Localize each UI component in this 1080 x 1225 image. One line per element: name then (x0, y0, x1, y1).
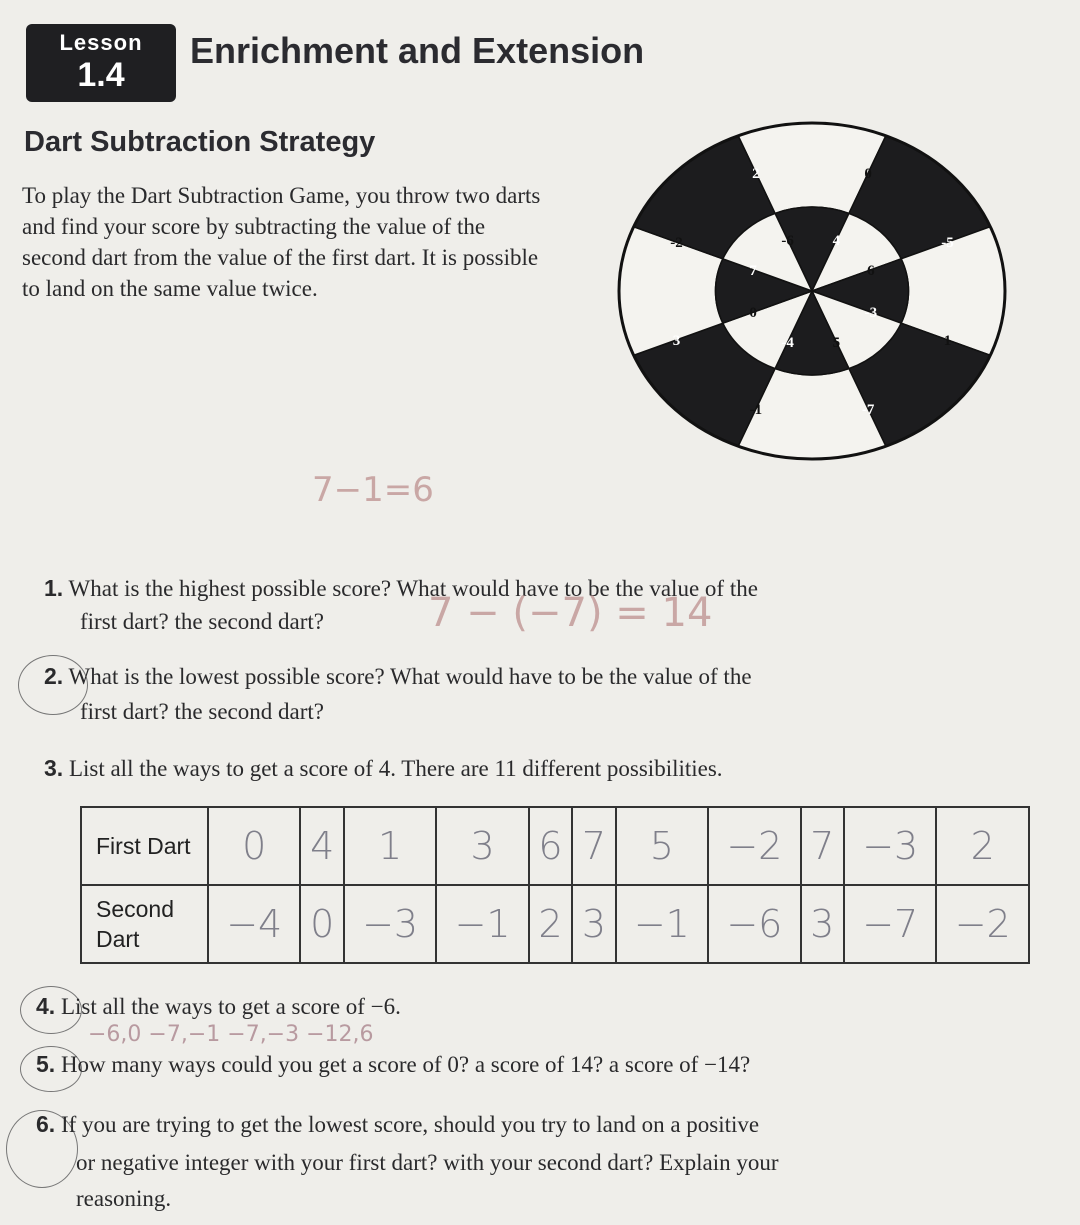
dartboard-value-label: 3 (672, 332, 681, 349)
question-2-line2: first dart? the second dart? (80, 699, 324, 724)
question-6-line1: If you are trying to get the lowest score, should you try to land on a positive (60, 1112, 760, 1137)
table-cell[interactable]: −1 (616, 885, 708, 963)
lesson-number: 1.4 (77, 56, 125, 94)
question-1-line1: What is the highest possible score? What would have to be the value of the (68, 576, 758, 601)
question-5 (36, 1048, 750, 1081)
table-row-first (81, 807, 1029, 885)
lesson-label: Lesson (59, 30, 143, 55)
question-6-line2: or negative integer with your first dart? with your second dart? Explain your (76, 1150, 779, 1175)
answer-table (80, 806, 1030, 964)
dartboard-value-label: -3 (864, 305, 878, 322)
question-3 (44, 752, 723, 785)
table-cell[interactable]: 6 (529, 807, 572, 885)
question-4 (36, 990, 401, 1023)
table-cell[interactable]: 3 (436, 807, 528, 885)
table-cell[interactable]: −7 (844, 885, 936, 963)
table-cell[interactable]: 2 (936, 807, 1029, 885)
table-cell[interactable]: 1 (344, 807, 436, 885)
table-cell[interactable]: −3 (844, 807, 936, 885)
dartboard-value-label: 4 (832, 232, 841, 249)
dartboard-value-label: -4 (781, 335, 794, 352)
table-cell[interactable]: −2 (936, 885, 1029, 963)
question-3-number: 3. (44, 755, 64, 781)
question-4-line1: List all the ways to get a score of −6. (60, 994, 401, 1019)
dartboard-value-label: -6 (781, 232, 794, 249)
dartboard-value-label: -1 (749, 401, 763, 418)
dartboard-value-label: 1 (943, 332, 952, 349)
dartboard-value-label: 0 (749, 305, 757, 322)
question-2-line1: What is the lowest possible score? What would have to be the value of the (68, 664, 752, 689)
section-title: Dart Subtraction Strategy (24, 126, 376, 158)
dartboard (612, 118, 1012, 468)
table-cell[interactable]: 0 (300, 885, 343, 963)
dartboard-value-label: -7 (861, 401, 875, 418)
question-6-line3: reasoning. (76, 1186, 172, 1211)
table-cell[interactable]: 2 (529, 885, 572, 963)
dartboard-value-label: 2 (752, 166, 760, 183)
intro-paragraph: To play the Dart Subtraction Game, you throw two darts and find your score by subtracting the value of the second dart from the value of the first dart. It is possible to land on the same value twice. (22, 183, 541, 301)
dartboard-value-label: 5 (832, 335, 841, 352)
question-5-line1: How many ways could you get a score of 0? a score of 14? a score of −14? (60, 1052, 751, 1077)
table-cell[interactable]: −4 (208, 885, 300, 963)
table-cell[interactable]: −3 (344, 885, 436, 963)
question-4-number: 4. (36, 993, 56, 1019)
first-dart-label: First Dart (81, 807, 208, 885)
dartboard-value-label: -2 (670, 235, 683, 252)
question-6-number: 6. (36, 1111, 56, 1137)
question-1-line2: first dart? the second dart? (80, 609, 324, 634)
table-cell[interactable]: −2 (708, 807, 800, 885)
page-title: Enrichment and Extension (190, 30, 645, 71)
lesson-badge (26, 24, 176, 102)
handwritten-note: 7−1=6 (312, 470, 434, 510)
table-cell[interactable]: 0 (208, 807, 300, 885)
dartboard-value-label: 0 (864, 166, 872, 183)
question-6 (36, 1108, 759, 1141)
table-cell[interactable]: 3 (801, 885, 844, 963)
table-row-second (81, 885, 1029, 963)
handwritten-q1-answer: 7 − (−7) = 14 (428, 590, 713, 636)
dartboard-value-label: 6 (867, 262, 875, 279)
second-dart-label: Second Dart (81, 885, 208, 963)
dartboard-value-label: 7 (749, 262, 757, 279)
question-2-number: 2. (44, 663, 64, 689)
table-cell[interactable]: −6 (708, 885, 800, 963)
table-cell[interactable]: 7 (572, 807, 615, 885)
table-cell[interactable]: 4 (300, 807, 343, 885)
table-cell[interactable]: 7 (801, 807, 844, 885)
dartboard-value-label: -5 (941, 235, 954, 252)
question-3-line1: List all the ways to get a score of 4. There are 11 different possibilities. (68, 756, 723, 781)
table-cell[interactable]: 3 (572, 885, 615, 963)
handwritten-q4-answer: −6,0 −7,−1 −7,−3 −12,6 (88, 1022, 374, 1047)
question-5-number: 5. (36, 1051, 56, 1077)
question-1-number: 1. (44, 575, 64, 601)
table-cell[interactable]: −1 (436, 885, 528, 963)
table-cell[interactable]: 5 (616, 807, 708, 885)
question-2 (44, 660, 752, 693)
